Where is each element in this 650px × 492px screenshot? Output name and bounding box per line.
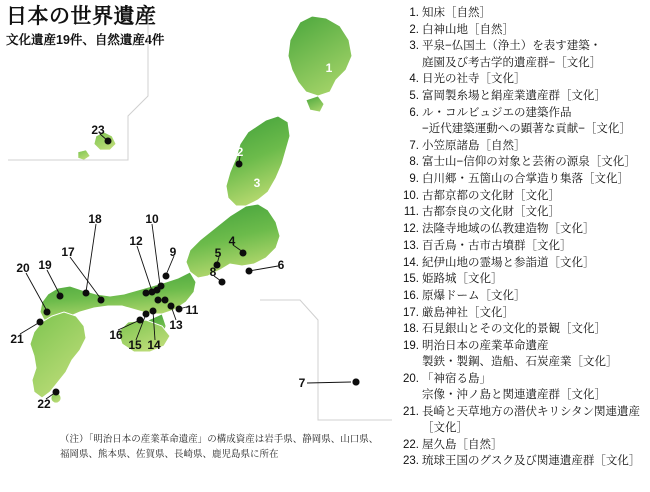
list-item-label <box>422 38 648 70</box>
list-item <box>398 88 648 104</box>
map-label-18: 18 <box>88 212 102 226</box>
list-item <box>398 221 648 237</box>
list-item <box>398 22 648 38</box>
map-label-1: 1 <box>325 61 333 75</box>
list-item-label: 知床［自然］ <box>422 7 491 19</box>
list-item <box>398 5 648 21</box>
list-item-line1: 「神宿る島」 <box>422 372 491 385</box>
marker-dot <box>168 303 175 310</box>
list-item <box>398 321 648 337</box>
list-item-label <box>422 338 648 370</box>
list-item-number: 11. <box>403 206 419 219</box>
list-item-label: 古都奈良の文化財［文化］ <box>422 206 560 219</box>
marker-dot <box>246 268 253 275</box>
list-item-number: 23. <box>403 455 419 468</box>
marker-dot <box>149 289 156 296</box>
list-item-number: 15. <box>403 273 419 286</box>
list-item-label: 富岡製糸場と絹産業遺産群［文化］ <box>422 90 606 103</box>
list-item-number: 7. <box>409 139 419 152</box>
list-item <box>398 71 648 87</box>
map-label-19: 19 <box>38 258 52 272</box>
list-item-number: 9. <box>409 173 419 186</box>
list-item-number: 20. <box>403 372 419 385</box>
list-item-label: 厳島神社［文化］ <box>422 306 514 319</box>
map-label-20: 20 <box>16 261 30 275</box>
list-item <box>398 171 648 187</box>
marker-dot <box>137 317 144 324</box>
map-label-15: 15 <box>128 338 142 352</box>
marker-dot <box>236 161 243 168</box>
list-item-number: 18. <box>403 323 419 336</box>
list-item-number: 12. <box>403 223 419 236</box>
map-label-12: 12 <box>129 234 143 248</box>
list-item-number: 3. <box>409 40 419 53</box>
list-item-number: 5. <box>409 90 419 103</box>
map-label-11: 11 <box>185 303 199 317</box>
map-label-2: 2 <box>236 145 244 159</box>
marker-dot <box>53 389 60 396</box>
list-item <box>398 154 648 170</box>
map-footnote: （注）「明治日本の産業革命遺産」の構成資産は岩手県、静岡県、山口県、福岡県、熊本県、佐賀県、長崎県、鹿児島県に所在 <box>60 434 379 460</box>
list-item-number: 8. <box>409 156 419 169</box>
list-item-label: 日光の社寺［文化］ <box>422 73 526 86</box>
marker-dot <box>105 138 112 145</box>
marker-dot <box>353 379 360 386</box>
marker-dot <box>143 290 150 297</box>
map-label-4: 4 <box>228 234 236 248</box>
list-item-label: 紀伊山地の霊場と参詣道［文化］ <box>422 256 595 269</box>
list-item-label: 古都京都の文化財［文化］ <box>422 189 560 202</box>
list-item-line1: ル・コルビュジエの建築作品 <box>422 106 572 119</box>
list-item-label: 屋久島［自然］ <box>422 438 503 451</box>
list-item-number: 21. <box>403 405 419 418</box>
list-item <box>398 437 648 453</box>
list-item-number: 22. <box>403 438 419 451</box>
list-item-number: 2. <box>409 23 419 36</box>
list-item <box>398 204 648 220</box>
list-item <box>398 238 648 254</box>
list-item-number: 4. <box>409 73 419 86</box>
list-item <box>398 338 648 370</box>
map-label-17: 17 <box>61 245 75 259</box>
list-item <box>398 404 648 436</box>
list-item-line1: 明治日本の産業革命遺産 <box>422 340 549 353</box>
map-label-10: 10 <box>145 212 159 226</box>
list-item <box>398 305 648 321</box>
list-item-line2: 製鉄・製鋼、造船、石炭産業［文化］ <box>422 356 618 369</box>
list-item <box>398 38 648 70</box>
list-item-number: 19. <box>403 340 419 353</box>
list-item-line2: 庭園及び考古学的遺産群−［文化］ <box>422 56 602 69</box>
marker-dot <box>240 250 247 257</box>
page-subtitle: 文化遺産19件、自然遺産4件 <box>6 33 165 47</box>
map-label-6: 6 <box>277 258 285 272</box>
list-item <box>398 188 648 204</box>
list-item-number: 1. <box>409 7 419 19</box>
list-item-number: 14. <box>403 256 419 269</box>
map-label-23: 23 <box>91 123 105 137</box>
list-item-label: 百舌鳥・古市古墳群［文化］ <box>422 239 572 252</box>
map-label-9: 9 <box>169 245 177 259</box>
marker-dot <box>176 306 183 313</box>
list-item-label: 姫路城［文化］ <box>422 273 503 286</box>
list-item-number: 10. <box>403 189 419 202</box>
list-item <box>398 271 648 287</box>
list-item-label: 富士山−信仰の対象と芸術の源泉［文化］ <box>422 156 636 169</box>
list-item-label: 原爆ドーム［文化］ <box>422 289 526 302</box>
map-label-3: 3 <box>253 176 261 190</box>
list-item-label: 白川郷・五箇山の合掌造り集落［文化］ <box>422 173 629 186</box>
map-label-5: 5 <box>214 246 222 260</box>
list-item <box>398 255 648 271</box>
list-item-label: 法隆寺地域の仏教建造物［文化］ <box>422 223 595 236</box>
map-label-22: 22 <box>37 397 51 411</box>
list-item-label: 長崎と天草地方の潜伏キリシタン関連遺産［文化］ <box>422 405 641 435</box>
marker-dot <box>44 309 51 316</box>
page-title: 日本の世界遺産 <box>6 5 157 28</box>
list-item-label: 石見銀山とその文化的景観［文化］ <box>422 323 606 336</box>
map-label-14: 14 <box>147 338 161 352</box>
map-label-8: 8 <box>209 265 217 279</box>
marker-dot <box>98 297 105 304</box>
list-item-number: 16. <box>403 289 419 302</box>
list-item <box>398 138 648 154</box>
list-item <box>398 105 648 137</box>
heritage-list <box>398 5 648 489</box>
list-item-number: 17. <box>403 306 419 319</box>
map-label-7: 7 <box>298 376 306 390</box>
marker-dot <box>219 279 226 286</box>
map-label-21: 21 <box>10 332 24 346</box>
map-label-13: 13 <box>169 318 183 332</box>
list-item-label: 白神山地［自然］ <box>422 23 514 36</box>
map-label-16: 16 <box>109 328 123 342</box>
list-item-label: 琉球王国のグスク及び関連遺産群［文化］ <box>422 455 641 468</box>
list-item <box>398 288 648 304</box>
list-item <box>398 453 648 469</box>
list-item-line1: 平泉−仏国土（浄土）を表す建築・ <box>422 40 602 53</box>
marker-dot <box>150 308 157 315</box>
list-item-number: 6. <box>409 106 419 119</box>
marker-dot <box>162 297 169 304</box>
marker-dot <box>37 319 44 326</box>
list-item-line2: −近代建築運動への顕著な貢献−［文化］ <box>422 122 631 135</box>
marker-dot <box>57 293 64 300</box>
list-item <box>398 371 648 403</box>
marker-dot <box>155 297 162 304</box>
list-item-label <box>422 371 648 403</box>
marker-dot <box>143 311 150 318</box>
marker-dot <box>83 290 90 297</box>
list-item-label: 小笠原諸島［自然］ <box>422 139 526 152</box>
list-item-number: 13. <box>403 239 419 252</box>
list-item-line2: 宗像・沖ノ島と関連遺産群［文化］ <box>422 389 606 402</box>
marker-dot <box>163 273 170 280</box>
list-item-label <box>422 105 648 137</box>
